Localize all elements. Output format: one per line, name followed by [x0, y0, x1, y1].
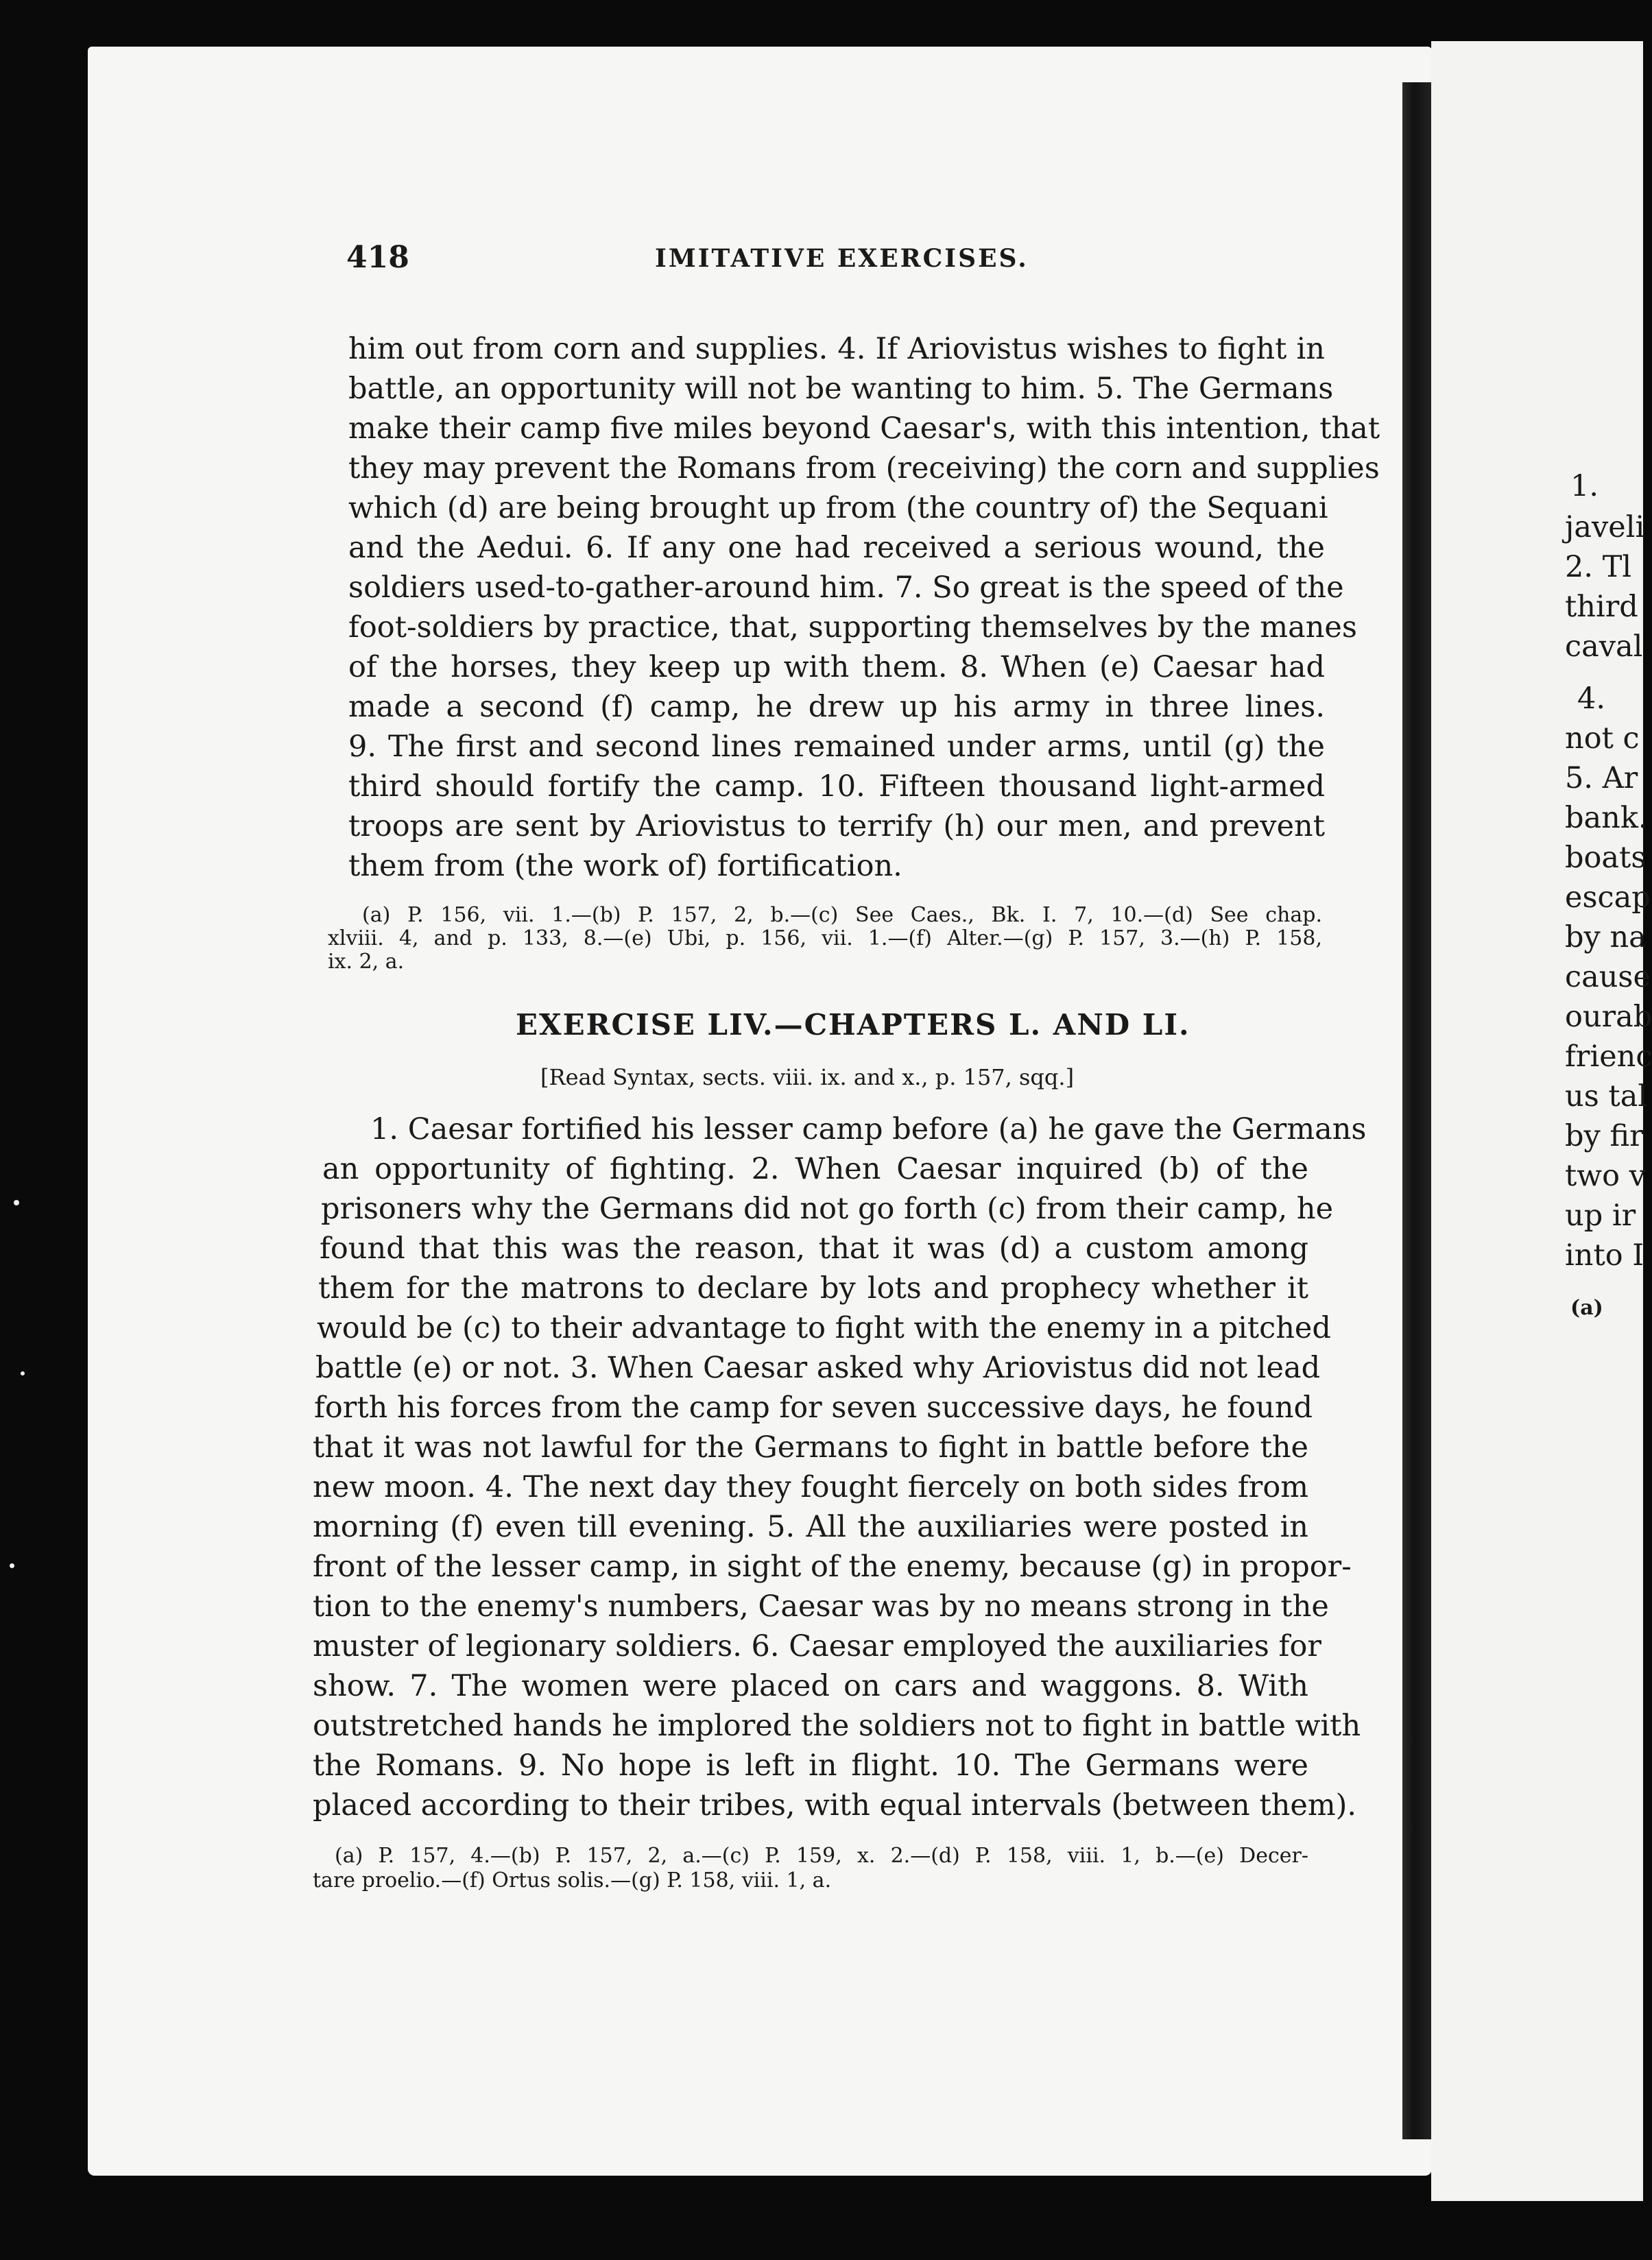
footnote-line: xlviii. 4, and p. 133, 8.—(e) Ubi, p. 156, vii. 1.—(f) Alter.—(g) P. 157, 3.—(h) P. 158,: [328, 926, 1322, 950]
right-page-fragment: not c: [1565, 721, 1640, 756]
text-line: troops are sent by Ariovistus to terrify (h) our men, and prevent: [348, 809, 1325, 843]
right-page-fragment: 5. Ar: [1565, 761, 1638, 795]
exercise-title: EXERCISE LIV.—CHAPTERS L. AND LI.: [516, 1008, 1190, 1042]
right-page-fragment: two v: [1565, 1159, 1646, 1193]
right-page-fragment: ourab: [1565, 1000, 1652, 1034]
text-line: that it was not lawful for the Germans to fight in battle before the: [313, 1430, 1308, 1465]
text-line: the Romans. 9. No hope is left in flight. 10. The Germans were: [313, 1748, 1308, 1783]
text-line: prisoners why the Germans did not go forth (c) from their camp, he: [321, 1192, 1334, 1226]
text-line: of the horses, they keep up with them. 8. When (e) Caesar had: [348, 650, 1325, 684]
text-line: found that this was the reason, that it was (d) a custom among: [320, 1231, 1308, 1266]
right-page-fragment: 1.: [1570, 469, 1599, 503]
text-line: battle, an opportunity will not be wanting to him. 5. The Germans: [348, 372, 1334, 406]
text-line: make their camp five miles beyond Caesar's, with this intention, that: [348, 411, 1380, 446]
text-line: muster of legionary soldiers. 6. Caesar employed the auxiliaries for: [313, 1629, 1321, 1663]
footnote-line: (a) P. 157, 4.—(b) P. 157, 2, a.—(c) P. 159, x. 2.—(d) P. 158, viii. 1, b.—(e) Decer-: [335, 1844, 1308, 1868]
text-line: forth his forces from the camp for seven successive days, he found: [314, 1391, 1313, 1425]
text-line: foot-soldiers by practice, that, supporting themselves by the manes: [348, 610, 1357, 645]
text-line: show. 7. The women were placed on cars and waggons. 8. With: [313, 1669, 1308, 1703]
text-line: would be (c) to their advantage to fight with the enemy in a pitched: [317, 1311, 1331, 1345]
scan-speck: [10, 1563, 14, 1568]
text-line: third should fortify the camp. 10. Fifteen thousand light-armed: [348, 769, 1325, 804]
right-page-fragment: boats: [1565, 841, 1647, 875]
text-line: him out from corn and supplies. 4. If Ariovistus wishes to fight in: [348, 332, 1325, 366]
text-line: and the Aedui. 6. If any one had received a serious wound, the: [348, 531, 1325, 565]
text-line-last: placed according to their tribes, with equal intervals (between them).: [313, 1788, 1357, 1823]
footnote-line-last: ix. 2, a.: [328, 950, 405, 974]
text-line: made a second (f) camp, he drew up his army in three lines.: [348, 690, 1325, 724]
text-line: which (d) are being brought up from (the country of) the Sequani: [348, 491, 1328, 525]
right-page-footnote: (a): [1570, 1296, 1603, 1320]
text-line: front of the lesser camp, in sight of the enemy, because (g) in propor-: [313, 1550, 1352, 1584]
text-line: them for the matrons to declare by lots and prophecy whether it: [318, 1271, 1308, 1306]
text-line: 9. The first and second lines remained under arms, until (g) the: [348, 730, 1325, 764]
text-line: soldiers used-to-gather-around him. 7. So great is the speed of the: [348, 570, 1344, 605]
right-page-fragment: third: [1565, 590, 1638, 624]
scan-speck: [21, 1371, 25, 1375]
footnote-line-last: tare proelio.—(f) Ortus solis.—(g) P. 158, viii. 1, a.: [313, 1868, 832, 1892]
exercise-subtitle: [Read Syntax, sects. viii. ix. and x., p. 157, sqq.]: [540, 1064, 1075, 1090]
text-line: 1. Caesar fortified his lesser camp before (a) he gave the Germans: [370, 1112, 1367, 1146]
text-line: they may prevent the Romans from (receiving) the corn and supplies: [348, 451, 1380, 485]
right-page-fragment: escap: [1565, 880, 1651, 915]
book-gutter: [1402, 82, 1431, 2139]
right-page-fragment: by na: [1565, 920, 1647, 954]
right-page-fragment: by fir: [1565, 1119, 1644, 1153]
right-page-fragment: javeli: [1565, 510, 1645, 544]
text-line: new moon. 4. The next day they fought fiercely on both sides from: [313, 1470, 1308, 1504]
right-page-fragment: bank.: [1565, 801, 1648, 835]
right-page-fragment: frienc: [1565, 1039, 1652, 1074]
right-page-fragment: cause: [1565, 960, 1651, 994]
right-page-fragment: into I: [1565, 1238, 1644, 1273]
running-head: IMITATIVE EXERCISES.: [655, 244, 1029, 273]
scan-speck: [14, 1200, 19, 1205]
right-page-fragment: caval: [1565, 629, 1643, 664]
right-page-fragment: up ir: [1565, 1199, 1636, 1233]
page-number: 418: [346, 240, 409, 275]
right-page-fragment: 4.: [1577, 682, 1606, 716]
page-header: [346, 240, 1313, 295]
text-line: outstretched hands he implored the soldiers not to fight in battle with: [313, 1709, 1361, 1743]
right-page-fragment: 2. Tl: [1565, 550, 1632, 584]
text-line: tion to the enemy's numbers, Caesar was by no means strong in the: [313, 1589, 1329, 1624]
text-line: an opportunity of fighting. 2. When Caesar inquired (b) of the: [322, 1152, 1308, 1186]
footnote-line: (a) P. 156, vii. 1.—(b) P. 157, 2, b.—(c) See Caes., Bk. I. 7, 10.—(d) See chap.: [362, 903, 1322, 927]
text-line: morning (f) even till evening. 5. All the auxiliaries were posted in: [313, 1510, 1308, 1544]
text-line: battle (e) or not. 3. When Caesar asked why Ariovistus did not lead: [315, 1351, 1321, 1385]
right-page-fragment: us tal: [1565, 1079, 1648, 1114]
text-line-last: them from (the work of) fortification.: [348, 849, 902, 883]
